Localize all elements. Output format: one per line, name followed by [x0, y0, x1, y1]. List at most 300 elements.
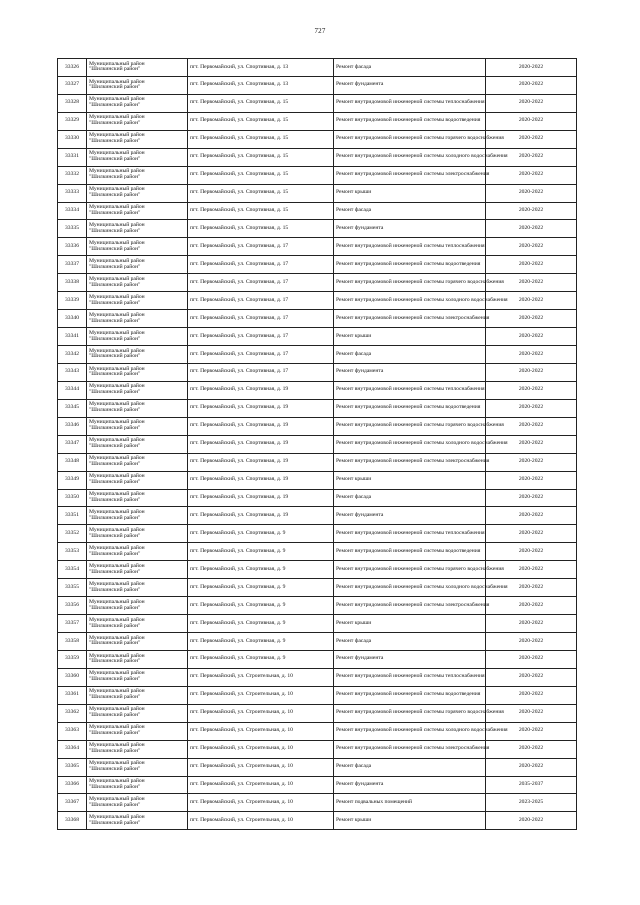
municipality-cell: [87, 650, 188, 668]
address-cell: пгт. Первомайский, ул. Спортивная, д. 9: [188, 579, 334, 597]
table-row: [58, 220, 577, 238]
period-cell: 2020-2022: [486, 94, 577, 112]
row-number: 33336: [58, 238, 87, 256]
municipality-cell: [87, 740, 188, 758]
municipality-cell: [87, 148, 188, 166]
municipality-line-1: Муниципальный район: [89, 168, 145, 175]
municipality-cell: [87, 130, 188, 148]
work-type-cell: Ремонт крыши: [334, 615, 486, 633]
period-cell: 2020-2022: [486, 292, 577, 310]
municipality-line-1: Муниципальный район: [89, 132, 145, 139]
registry-table: [57, 58, 577, 830]
period-cell: 2020-2022: [486, 489, 577, 507]
row-number: 33355: [58, 579, 87, 597]
row-number: 33349: [58, 471, 87, 489]
page-number: 727: [314, 27, 326, 35]
municipality-cell: [87, 112, 188, 130]
work-type-cell: Ремонт внутридомовой инженерной системы горячего водоснабжения: [334, 417, 486, 435]
municipality-line-2: "Шилкинский район": [89, 353, 141, 360]
municipality-line-2: "Шилкинский район": [89, 102, 141, 109]
address-cell: пгт. Первомайский, ул. Строительная, д. 10: [188, 812, 334, 830]
table-row: [58, 686, 577, 704]
address-cell: пгт. Первомайский, ул. Спортивная, д. 15: [188, 130, 334, 148]
address-cell: пгт. Первомайский, ул. Спортивная, д. 19: [188, 507, 334, 525]
table-row: [58, 794, 577, 812]
period-cell: 2020-2022: [486, 274, 577, 292]
period-cell: 2020-2022: [486, 59, 577, 77]
municipality-cell: [87, 328, 188, 346]
row-number: 33345: [58, 399, 87, 417]
table-row: [58, 94, 577, 112]
row-number: 33361: [58, 686, 87, 704]
address-cell: пгт. Первомайский, ул. Спортивная, д. 17: [188, 328, 334, 346]
municipality-line-1: Муниципальный район: [89, 347, 145, 354]
municipality-line-2: "Шилкинский район": [89, 496, 141, 503]
row-number: 33352: [58, 525, 87, 543]
row-number: 33330: [58, 130, 87, 148]
row-number: 33333: [58, 184, 87, 202]
period-cell: 2020-2022: [486, 579, 577, 597]
work-type-cell: Ремонт внутридомовой инженерной системы водоотведения: [334, 686, 486, 704]
work-type-cell: Ремонт внутридомовой инженерной системы горячего водоснабжения: [334, 561, 486, 579]
municipality-line-1: Муниципальный район: [89, 275, 145, 282]
period-cell: 2035-2037: [486, 776, 577, 794]
work-type-cell: Ремонт фасада: [334, 633, 486, 651]
row-number: 33368: [58, 812, 87, 830]
municipality-cell: [87, 615, 188, 633]
municipality-line-2: "Шилкинский район": [89, 174, 141, 181]
table-row: [58, 381, 577, 399]
period-cell: 2020-2022: [486, 704, 577, 722]
municipality-line-2: "Шилкинский район": [89, 801, 141, 808]
work-type-cell: Ремонт внутридомовой инженерной системы водоотведения: [334, 399, 486, 417]
municipality-cell: [87, 668, 188, 686]
row-number: 33335: [58, 220, 87, 238]
municipality-cell: [87, 399, 188, 417]
period-cell: 2020-2022: [486, 346, 577, 364]
period-cell: 2020-2022: [486, 812, 577, 830]
table-row: [58, 561, 577, 579]
municipality-line-1: Муниципальный район: [89, 778, 145, 785]
period-cell: 2020-2022: [486, 310, 577, 328]
municipality-cell: [87, 184, 188, 202]
address-cell: пгт. Первомайский, ул. Спортивная, д. 19: [188, 381, 334, 399]
row-number: 33326: [58, 59, 87, 77]
work-type-cell: Ремонт внутридомовой инженерной системы электроснабжения: [334, 453, 486, 471]
address-cell: пгт. Первомайский, ул. Спортивная, д. 19: [188, 471, 334, 489]
table-row: [58, 130, 577, 148]
row-number: 33327: [58, 76, 87, 94]
municipality-line-1: Муниципальный район: [89, 760, 145, 767]
municipality-line-2: "Шилкинский район": [89, 84, 141, 91]
municipality-line-2: "Шилкинский район": [89, 712, 141, 719]
table-row: [58, 148, 577, 166]
table-row: [58, 507, 577, 525]
work-type-cell: Ремонт фундамента: [334, 650, 486, 668]
period-cell: 2020-2022: [486, 453, 577, 471]
municipality-line-1: Муниципальный район: [89, 186, 145, 193]
period-cell: 2020-2022: [486, 202, 577, 220]
row-number: 33341: [58, 328, 87, 346]
municipality-cell: [87, 94, 188, 112]
address-cell: пгт. Первомайский, ул. Спортивная, д. 9: [188, 633, 334, 651]
address-cell: пгт. Первомайский, ул. Строительная, д. 10: [188, 758, 334, 776]
address-cell: пгт. Первомайский, ул. Спортивная, д. 17: [188, 310, 334, 328]
municipality-line-2: "Шилкинский район": [89, 371, 141, 378]
period-cell: 2020-2022: [486, 381, 577, 399]
municipality-cell: [87, 489, 188, 507]
period-cell: 2020-2022: [486, 328, 577, 346]
work-type-cell: Ремонт внутридомовой инженерной системы холодного водоснабжения: [334, 292, 486, 310]
period-cell: 2020-2022: [486, 148, 577, 166]
address-cell: пгт. Первомайский, ул. Строительная, д. 10: [188, 776, 334, 794]
work-type-cell: Ремонт внутридомовой инженерной системы горячего водоснабжения: [334, 704, 486, 722]
period-cell: 2020-2022: [486, 525, 577, 543]
work-type-cell: Ремонт внутридомовой инженерной системы теплоснабжения: [334, 525, 486, 543]
municipality-line-2: "Шилкинский район": [89, 676, 141, 683]
municipality-line-2: "Шилкинский район": [89, 748, 141, 755]
municipality-line-1: Муниципальный район: [89, 544, 145, 551]
municipality-cell: [87, 292, 188, 310]
municipality-cell: [87, 381, 188, 399]
table-row: [58, 202, 577, 220]
row-number: 33348: [58, 453, 87, 471]
work-type-cell: Ремонт фундамента: [334, 76, 486, 94]
work-type-cell: Ремонт фундамента: [334, 507, 486, 525]
table-row: [58, 740, 577, 758]
work-type-cell: Ремонт внутридомовой инженерной системы водоотведения: [334, 543, 486, 561]
address-cell: пгт. Первомайский, ул. Спортивная, д. 15: [188, 112, 334, 130]
work-type-cell: Ремонт внутридомовой инженерной системы электроснабжения: [334, 597, 486, 615]
municipality-line-2: "Шилкинский район": [89, 66, 141, 73]
work-type-cell: Ремонт фасада: [334, 59, 486, 77]
address-cell: пгт. Первомайский, ул. Спортивная, д. 15: [188, 94, 334, 112]
work-type-cell: Ремонт крыши: [334, 471, 486, 489]
municipality-cell: [87, 76, 188, 94]
table-row: [58, 471, 577, 489]
work-type-cell: Ремонт фасада: [334, 758, 486, 776]
municipality-cell: [87, 722, 188, 740]
table-row: [58, 310, 577, 328]
municipality-line-1: Муниципальный район: [89, 365, 145, 372]
municipality-line-1: Муниципальный район: [89, 401, 145, 408]
row-number: 33342: [58, 346, 87, 364]
period-cell: 2020-2022: [486, 184, 577, 202]
address-cell: пгт. Первомайский, ул. Спортивная, д. 9: [188, 615, 334, 633]
table-row: [58, 776, 577, 794]
municipality-cell: [87, 704, 188, 722]
municipality-line-2: "Шилкинский район": [89, 819, 141, 826]
municipality-line-1: Муниципальный район: [89, 706, 145, 713]
municipality-line-2: "Шилкинский район": [89, 389, 141, 396]
municipality-line-1: Муниципальный район: [89, 473, 145, 480]
municipality-line-2: "Шилкинский район": [89, 766, 141, 773]
municipality-line-1: Муниципальный район: [89, 688, 145, 695]
address-cell: пгт. Первомайский, ул. Спортивная, д. 17: [188, 256, 334, 274]
municipality-line-1: Муниципальный район: [89, 257, 145, 264]
row-number: 33331: [58, 148, 87, 166]
row-number: 33340: [58, 310, 87, 328]
municipality-line-2: "Шилкинский район": [89, 192, 141, 199]
address-cell: пгт. Первомайский, ул. Спортивная, д. 15: [188, 166, 334, 184]
municipality-line-1: Муниципальный район: [89, 239, 145, 246]
municipality-line-1: Муниципальный район: [89, 742, 145, 749]
municipality-line-2: "Шилкинский район": [89, 640, 141, 647]
period-cell: 2020-2022: [486, 543, 577, 561]
municipality-line-2: "Шилкинский район": [89, 227, 141, 234]
address-cell: пгт. Первомайский, ул. Спортивная, д. 15: [188, 148, 334, 166]
work-type-cell: Ремонт фундамента: [334, 776, 486, 794]
table-row: [58, 668, 577, 686]
municipality-line-1: Муниципальный район: [89, 114, 145, 121]
period-cell: 2020-2022: [486, 238, 577, 256]
municipality-line-2: "Шилкинский район": [89, 281, 141, 288]
municipality-line-1: Муниципальный район: [89, 222, 145, 228]
municipality-line-2: "Шилкинский район": [89, 622, 141, 629]
municipality-line-2: "Шилкинский район": [89, 783, 141, 790]
municipality-cell: [87, 794, 188, 812]
municipality-line-1: Муниципальный район: [89, 796, 145, 802]
table-row: [58, 650, 577, 668]
table-row: [58, 184, 577, 202]
table-row: [58, 363, 577, 381]
row-number: 33344: [58, 381, 87, 399]
address-cell: пгт. Первомайский, ул. Строительная, д. 10: [188, 668, 334, 686]
municipality-cell: [87, 256, 188, 274]
address-cell: пгт. Первомайский, ул. Спортивная, д. 17: [188, 346, 334, 364]
row-number: 33367: [58, 794, 87, 812]
address-cell: пгт. Первомайский, ул. Спортивная, д. 13: [188, 59, 334, 77]
municipality-line-1: Муниципальный район: [89, 383, 145, 390]
table-row: [58, 704, 577, 722]
row-number: 33332: [58, 166, 87, 184]
municipality-line-2: "Шилкинский район": [89, 730, 141, 737]
municipality-line-2: "Шилкинский район": [89, 461, 141, 468]
municipality-cell: [87, 758, 188, 776]
municipality-line-1: Муниципальный район: [89, 724, 145, 731]
row-number: 33365: [58, 758, 87, 776]
municipality-line-2: "Шилкинский район": [89, 479, 141, 486]
registry-table-body: [58, 59, 577, 830]
address-cell: пгт. Первомайский, ул. Спортивная, д. 17: [188, 363, 334, 381]
table-row: [58, 633, 577, 651]
work-type-cell: Ремонт фундамента: [334, 363, 486, 381]
municipality-cell: [87, 543, 188, 561]
municipality-cell: [87, 59, 188, 77]
row-number: 33346: [58, 417, 87, 435]
row-number: 33360: [58, 668, 87, 686]
work-type-cell: Ремонт крыши: [334, 812, 486, 830]
municipality-cell: [87, 166, 188, 184]
municipality-line-1: Муниципальный район: [89, 455, 145, 462]
table-row: [58, 346, 577, 364]
period-cell: 2020-2022: [486, 417, 577, 435]
table-row: [58, 435, 577, 453]
table-row: [58, 579, 577, 597]
row-number: 33328: [58, 94, 87, 112]
municipality-cell: [87, 579, 188, 597]
row-number: 33354: [58, 561, 87, 579]
municipality-line-1: Муниципальный район: [89, 813, 145, 820]
work-type-cell: Ремонт внутридомовой инженерной системы электроснабжения: [334, 166, 486, 184]
row-number: 33356: [58, 597, 87, 615]
municipality-line-2: "Шилкинский район": [89, 299, 141, 306]
period-cell: 2020-2022: [486, 166, 577, 184]
municipality-line-2: "Шилкинский район": [89, 156, 141, 163]
period-cell: 2020-2022: [486, 740, 577, 758]
address-cell: пгт. Первомайский, ул. Спортивная, д. 17: [188, 292, 334, 310]
municipality-cell: [87, 561, 188, 579]
row-number: 33329: [58, 112, 87, 130]
municipality-line-1: Муниципальный район: [89, 419, 145, 426]
table-row: [58, 166, 577, 184]
municipality-cell: [87, 274, 188, 292]
municipality-cell: [87, 346, 188, 364]
period-cell: 2020-2022: [486, 363, 577, 381]
row-number: 33351: [58, 507, 87, 525]
table-row: [58, 274, 577, 292]
municipality-cell: [87, 453, 188, 471]
municipality-line-1: Муниципальный район: [89, 580, 145, 587]
table-row: [58, 722, 577, 740]
work-type-cell: Ремонт внутридомовой инженерной системы водоотведения: [334, 256, 486, 274]
table-row: [58, 112, 577, 130]
municipality-line-1: Муниципальный район: [89, 96, 145, 103]
work-type-cell: Ремонт внутридомовой инженерной системы теплоснабжения: [334, 94, 486, 112]
municipality-line-1: Муниципальный район: [89, 204, 145, 211]
address-cell: пгт. Первомайский, ул. Строительная, д. 10: [188, 722, 334, 740]
row-number: 33334: [58, 202, 87, 220]
period-cell: 2020-2022: [486, 220, 577, 238]
period-cell: 2020-2022: [486, 758, 577, 776]
period-cell: 2020-2022: [486, 507, 577, 525]
period-cell: 2020-2022: [486, 633, 577, 651]
table-row: [58, 453, 577, 471]
work-type-cell: Ремонт внутридомовой инженерной системы холодного водоснабжения: [334, 435, 486, 453]
period-cell: 2020-2022: [486, 722, 577, 740]
address-cell: пгт. Первомайский, ул. Строительная, д. 10: [188, 704, 334, 722]
municipality-line-1: Муниципальный район: [89, 598, 145, 605]
municipality-cell: [87, 310, 188, 328]
address-cell: пгт. Первомайский, ул. Спортивная, д. 9: [188, 543, 334, 561]
work-type-cell: Ремонт фасада: [334, 202, 486, 220]
period-cell: 2020-2022: [486, 668, 577, 686]
municipality-cell: [87, 633, 188, 651]
municipality-line-2: "Шилкинский район": [89, 568, 141, 575]
municipality-cell: [87, 363, 188, 381]
row-number: 33357: [58, 615, 87, 633]
work-type-cell: Ремонт внутридомовой инженерной системы холодного водоснабжения: [334, 722, 486, 740]
municipality-line-2: "Шилкинский район": [89, 514, 141, 521]
municipality-line-2: "Шилкинский район": [89, 317, 141, 324]
table-row: [58, 758, 577, 776]
address-cell: пгт. Первомайский, ул. Спортивная, д. 19: [188, 417, 334, 435]
work-type-cell: Ремонт подвальных помещений: [334, 794, 486, 812]
municipality-line-1: Муниципальный район: [89, 670, 145, 677]
municipality-line-2: "Шилкинский район": [89, 263, 141, 270]
municipality-line-1: Муниципальный район: [89, 562, 145, 569]
municipality-line-2: "Шилкинский район": [89, 245, 141, 252]
address-cell: пгт. Первомайский, ул. Спортивная, д. 19: [188, 453, 334, 471]
row-number: 33338: [58, 274, 87, 292]
municipality-line-1: Муниципальный район: [89, 150, 145, 157]
municipality-line-2: "Шилкинский район": [89, 335, 141, 342]
municipality-line-2: "Шилкинский район": [89, 604, 141, 611]
municipality-line-1: Муниципальный район: [89, 293, 145, 300]
municipality-line-1: Муниципальный район: [89, 616, 145, 623]
municipality-line-1: Муниципальный район: [89, 329, 145, 336]
row-number: 33362: [58, 704, 87, 722]
period-cell: 2020-2022: [486, 615, 577, 633]
table-row: [58, 238, 577, 256]
row-number: 33337: [58, 256, 87, 274]
work-type-cell: Ремонт внутридомовой инженерной системы теплоснабжения: [334, 381, 486, 399]
municipality-cell: [87, 220, 188, 238]
period-cell: 2020-2022: [486, 597, 577, 615]
address-cell: пгт. Первомайский, ул. Спортивная, д. 17: [188, 274, 334, 292]
municipality-line-2: "Шилкинский район": [89, 532, 141, 539]
work-type-cell: Ремонт фундамента: [334, 220, 486, 238]
address-cell: пгт. Первомайский, ул. Спортивная, д. 19: [188, 489, 334, 507]
table-row: [58, 292, 577, 310]
row-number: 33350: [58, 489, 87, 507]
address-cell: пгт. Первомайский, ул. Спортивная, д. 15: [188, 184, 334, 202]
address-cell: пгт. Первомайский, ул. Строительная, д. 10: [188, 794, 334, 812]
municipality-line-2: "Шилкинский район": [89, 694, 141, 701]
municipality-line-1: Муниципальный район: [89, 78, 145, 85]
period-cell: 2020-2022: [486, 686, 577, 704]
work-type-cell: Ремонт внутридомовой инженерной системы водоотведения: [334, 112, 486, 130]
address-cell: пгт. Первомайский, ул. Спортивная, д. 15: [188, 220, 334, 238]
period-cell: 2023-2025: [486, 794, 577, 812]
municipality-line-2: "Шилкинский район": [89, 407, 141, 414]
table-row: [58, 525, 577, 543]
work-type-cell: Ремонт крыши: [334, 184, 486, 202]
table-row: [58, 76, 577, 94]
work-type-cell: Ремонт внутридомовой инженерной системы горячего водоснабжения: [334, 274, 486, 292]
municipality-cell: [87, 776, 188, 794]
work-type-cell: Ремонт фасада: [334, 489, 486, 507]
municipality-line-1: Муниципальный район: [89, 437, 145, 444]
municipality-line-2: "Шилкинский район": [89, 443, 141, 450]
address-cell: пгт. Первомайский, ул. Спортивная, д. 19: [188, 399, 334, 417]
period-cell: 2020-2022: [486, 650, 577, 668]
address-cell: пгт. Первомайский, ул. Спортивная, д. 9: [188, 650, 334, 668]
table-row: [58, 597, 577, 615]
municipality-line-1: Муниципальный район: [89, 652, 145, 659]
address-cell: пгт. Первомайский, ул. Спортивная, д. 19: [188, 435, 334, 453]
row-number: 33359: [58, 650, 87, 668]
municipality-cell: [87, 435, 188, 453]
row-number: 33358: [58, 633, 87, 651]
row-number: 33364: [58, 740, 87, 758]
table-row: [58, 256, 577, 274]
address-cell: пгт. Первомайский, ул. Спортивная, д. 15: [188, 202, 334, 220]
address-cell: пгт. Первомайский, ул. Строительная, д. 10: [188, 686, 334, 704]
address-cell: пгт. Первомайский, ул. Спортивная, д. 17: [188, 238, 334, 256]
period-cell: 2020-2022: [486, 435, 577, 453]
municipality-line-2: "Шилкинский район": [89, 138, 141, 145]
work-type-cell: Ремонт внутридомовой инженерной системы холодного водоснабжения: [334, 148, 486, 166]
address-cell: пгт. Первомайский, ул. Спортивная, д. 9: [188, 525, 334, 543]
municipality-cell: [87, 686, 188, 704]
row-number: 33339: [58, 292, 87, 310]
table-row: [58, 812, 577, 830]
work-type-cell: Ремонт внутридомовой инженерной системы теплоснабжения: [334, 668, 486, 686]
municipality-cell: [87, 525, 188, 543]
municipality-cell: [87, 238, 188, 256]
municipality-line-1: Муниципальный район: [89, 634, 145, 641]
